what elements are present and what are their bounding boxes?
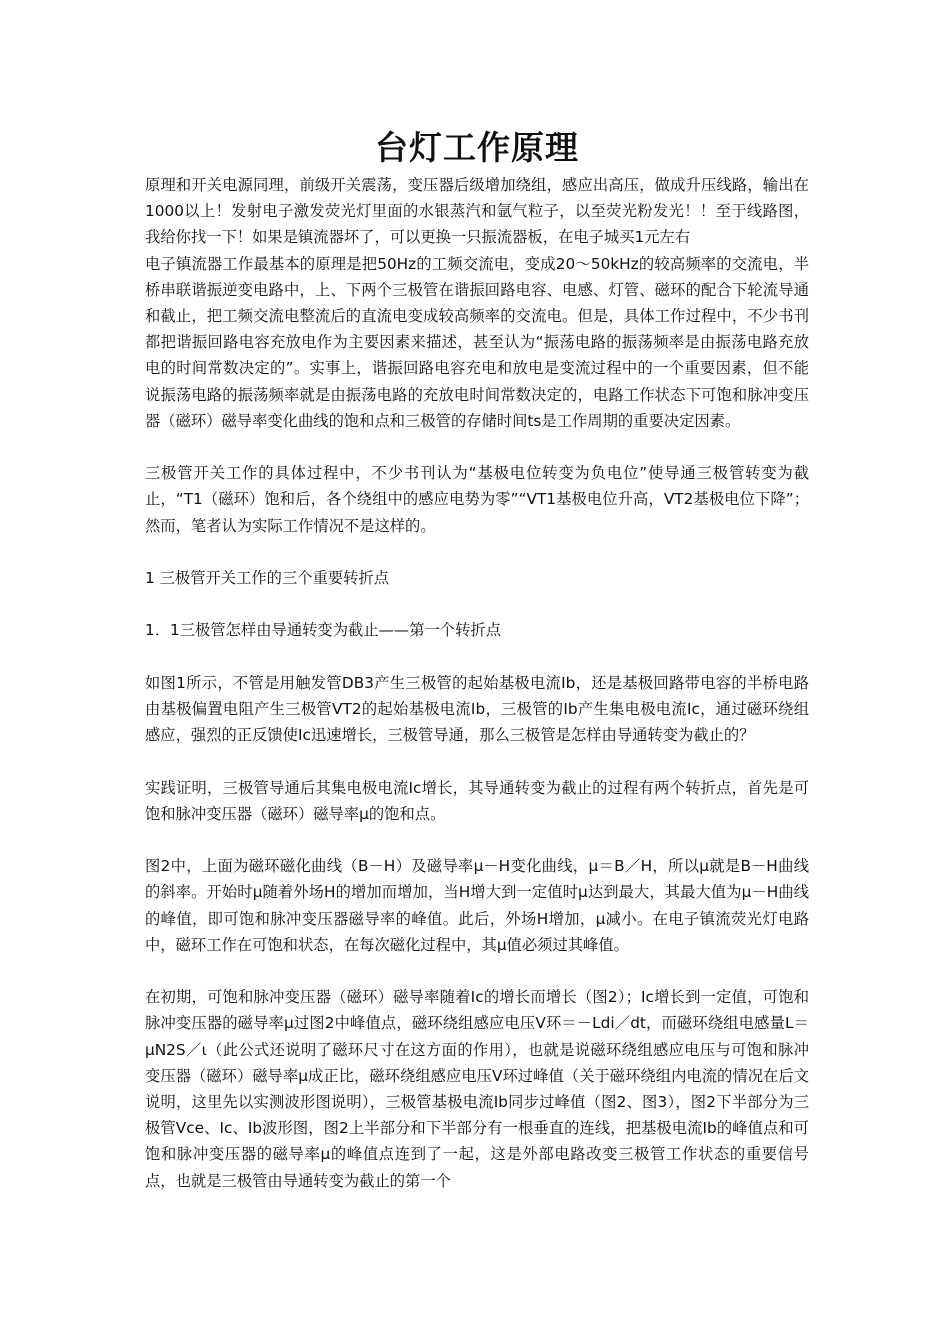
- paragraph-switching-process: 三极管开关工作的具体过程中，不少书刊认为“基极电位转变为负电位”使导通三极管转变为截止，“T1（磁环）饱和后，各个绕组中的感应电势为零”“VT1基极电位升高，VT2基极电位下降”；然而，笔者认为实际工作情况不是这样的。: [145, 464, 809, 535]
- paragraph-practice-proof: 实践证明，三极管导通后其集电极电流Ic增长，其导通转变为截止的过程有两个转折点，首先是可饱和脉冲变压器（磁环）磁导率μ的饱和点。: [145, 778, 809, 823]
- paragraph-spacer: [145, 958, 809, 984]
- document-page: [145, 124, 809, 1194]
- paragraph-initial-stage: 在初期，可饱和脉冲变压器（磁环）磁导率随着Ic的增长而增长（图2）；Ic增长到一定值，可饱和脉冲变压器的磁导率μ过图2中峰值点，磁环绕组感应电压V环＝－Ldi／dt，而磁环绕组电感量L＝μN2S／ι（此公式还说明了磁环尺寸在这方面的作用），也就是说磁环绕组感应电压与可饱和脉冲变压器（磁环）磁导率μ成正比，磁环绕组感应电压V环过峰值（关于磁环绕组内电流的情况在后文说明，这里先以实测波形图说明），三极管基极电流Ib同步过峰值（图2、图3），图2下半部分为三极管Vce、Ic、Ib波形图，图2上半部分和下半部分有一根垂直的连线，把基极电流Ib的峰值点和可饱和脉冲变压器的磁导率μ的峰值点连到了一起，这是外部电路改变三极管工作状态的重要信号点，也就是三极管由导通转变为截止的第一个: [145, 988, 809, 1190]
- section-heading-1-1: 1．1三极管怎样由导通转变为截止——第一个转折点: [145, 621, 501, 640]
- section-heading-1: 1 三极管开关工作的三个重要转折点: [145, 569, 390, 588]
- paragraph-spacer: [145, 644, 809, 670]
- document-title: 台灯工作原理: [375, 128, 579, 167]
- paragraph-ballast-principle: 电子镇流器工作最基本的原理是把50Hz的工频交流电，变成20～50kHz的较高频率的交流电，半桥串联谐振逆变电路中，上、下两个三极管在谐振回路电容、电感、灯管、磁环的配合下轮流导通和截止，把工频交流电整流后的直流电变成较高频率的交流电。但是，具体工作过程中，不少书刊都把谐振回路电容充放电作为主要因素来描述，甚至认为“振荡电路的振荡频率是由振荡电路充放电的时间常数决定的”。实事上，谐振回路电容充电和放电是变流过程中的一个重要因素，但不能说振荡电路的振荡频率就是由振荡电路的充放电时间常数决定的，电路工作状态下可饱和脉冲变压器（磁环）磁导率变化曲线的饱和点和三极管的存储时间ts是工作周期的重要决定因素。: [145, 254, 809, 430]
- paragraph-figure-2: 图2中，上面为磁环磁化曲线（B－H）及磁导率μ－H变化曲线，μ＝B／H，所以μ就是B－H曲线的斜率。开始时μ随着外场H的增加而增加，当H增大到一定值时μ达到最大，其最大值为μ－H曲线的峰值，即可饱和脉冲变压器磁导率的峰值。此后，外场H增加，μ减小。在电子镇流荧光灯电路中，磁环工作在可饱和状态，在每次磁化过程中，其μ值必须过其峰值。: [145, 857, 809, 954]
- paragraph-spacer: [145, 539, 809, 565]
- paragraph-spacer: [145, 748, 809, 774]
- paragraph-spacer: [145, 591, 809, 617]
- paragraph-intro: 原理和开关电源同理，前级开关震荡，变压器后级增加绕组，感应出高压，做成升压线路，输出在1000以上！发射电子激发荧光灯里面的水银蒸汽和氩气粒子，以至荧光粉发光！！至于线路图，我给你找一下！如果是镇流器坏了，可以更换一只振流器板，在电子城买1元左右: [145, 176, 809, 247]
- paragraph-spacer: [145, 434, 809, 460]
- paragraph-spacer: [145, 827, 809, 853]
- paragraph-figure-1: 如图1所示，不管是用触发管DB3产生三极管的起始基极电流Ib，还是基极回路带电容的半桥电路由基极偏置电阻产生三极管VT2的起始基极电流Ib，三极管的Ib产生集电极电流Ic，通过磁环绕组感应，强烈的正反馈使Ic迅速增长，三极管导通，那么三极管是怎样由导通转变为截止的？: [145, 673, 809, 745]
